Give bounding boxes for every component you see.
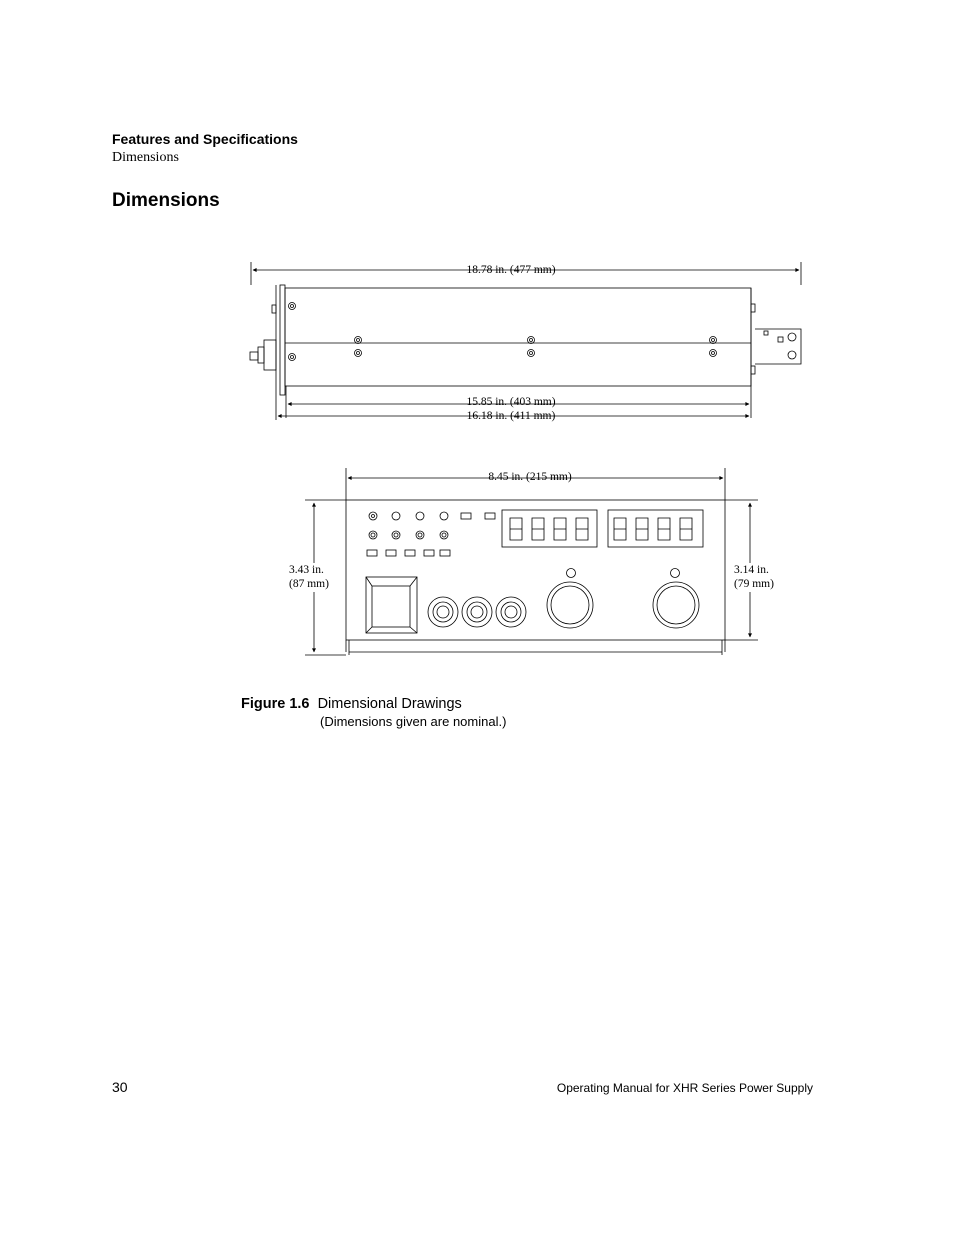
body-length-label: 16.18 in. (411 mm) <box>466 410 556 422</box>
output-terminals <box>428 597 526 627</box>
front-height-right-line1: 3.14 in. <box>734 564 769 576</box>
footer-manual-title: Operating Manual for XHR Series Power Supply <box>556 1081 813 1095</box>
page-title: Dimensions <box>112 190 220 211</box>
front-view-drawing <box>305 468 758 655</box>
front-height-left-line2: (87 mm) <box>289 578 329 590</box>
side-screws <box>289 303 717 361</box>
current-display <box>608 510 703 547</box>
figure-label: Figure 1.6 <box>241 696 310 712</box>
overall-length-label: 18.78 in. (477 mm) <box>466 264 556 276</box>
figure-note: (Dimensions given are nominal.) <box>320 714 507 729</box>
page-number: 30 <box>112 1079 128 1095</box>
subsection-header: Dimensions <box>112 150 179 165</box>
figure-title: Dimensional Drawings <box>317 696 462 712</box>
power-switch <box>366 577 417 633</box>
front-width-label: 8.45 in. (215 mm) <box>488 471 572 483</box>
control-knobs <box>547 569 699 629</box>
chassis-length-label: 15.85 in. (403 mm) <box>466 396 556 408</box>
section-header: Features and Specifications <box>112 131 298 147</box>
indicator-leds <box>367 512 495 556</box>
front-height-right-line2: (79 mm) <box>734 578 774 590</box>
figure-caption <box>241 696 462 712</box>
front-height-left-line1: 3.43 in. <box>289 564 324 576</box>
voltage-display <box>502 510 597 547</box>
